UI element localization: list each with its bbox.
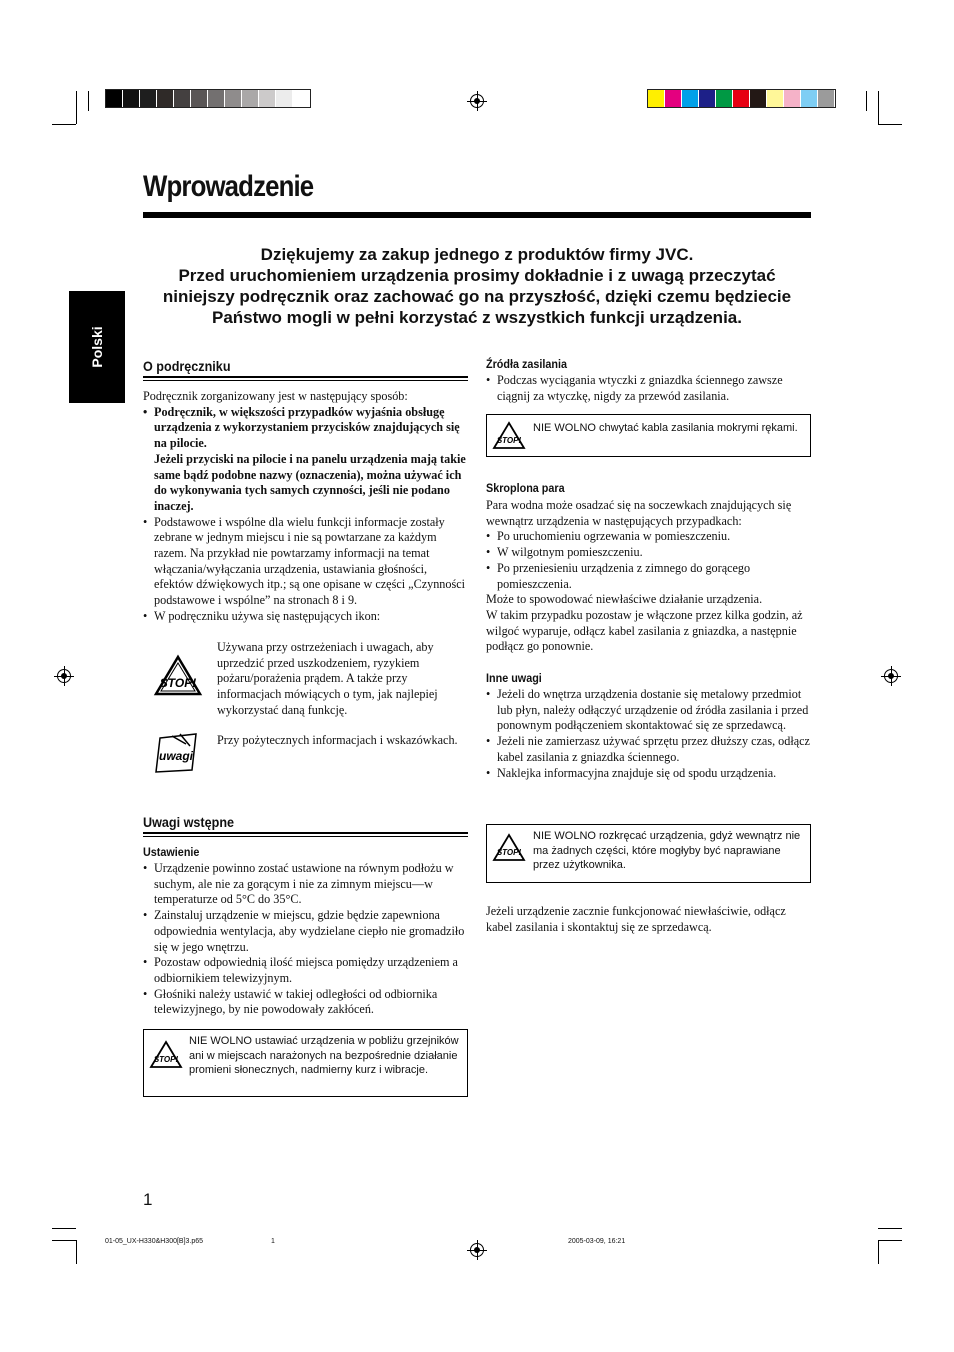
grayscale-bar [105,89,311,108]
warning-text: NIE WOLNO rozkręcać urządzenia, gdyż wewnątrz nie ma żadnych części, które mogłyby być naprawiane przez użytkownika. [533,830,801,871]
language-tab [69,291,125,403]
warning-box [486,824,811,883]
stop-icon-description: Używana przy ostrzeżeniach i uwagach, aby uprzedzić przed uszkodzeniem, ryzykiem pożaru/porażenia prądem. A także przy informacjach mówiących o tym, jak najlepiej wykorzystać daną funkcję. [217,640,438,717]
list-item [143,405,468,515]
notes-icon [152,730,204,776]
page-number: 1 [143,1190,153,1209]
color-swatch [123,90,140,107]
list-item: • Podczas wyciągania wtyczki z gniazdka ściennego zawsze ciągnij za wtyczkę, nigdy za przewód zasilania. [486,373,811,404]
footer-date: 2005-03-09, 16:21 [568,1238,626,1245]
color-swatch [801,90,818,107]
paragraph: Podręcznik zorganizowany jest w następujący sposób: [143,389,408,403]
other-list [486,687,812,781]
svg-text:STOP!: STOP! [159,676,197,690]
warning-box [486,414,811,457]
paragraph: Para wodna może osadzać się na soczewkach znajdujących się wewnątrz urządzenia w następujących przypadkach: [486,498,792,528]
list-item: • Jeżeli do wnętrza urządzenia dostanie się metalowy przedmiot lub płyn, należy odłączyć urządzenie od źródła zasilania i przed ponownym podłączeniem skontaktować się ze sprzedawcą. [486,687,812,734]
color-swatch [225,90,242,107]
color-swatch [682,90,699,107]
color-swatch [733,90,750,107]
list-item: • Po przeniesieniu urządzenia z zimnego do gorącego pomieszczenia. [486,561,812,592]
footer-filename: 01-05_UX-H330&H300[B]3.p65 [105,1238,204,1245]
stop-icon [153,654,203,700]
crop-mark [878,1240,902,1241]
list-item: • Głośniki należy ustawić w takiej odległości od odbiornika telewizyjnego, by nie powodowały zakłóceń. [143,987,468,1018]
notes-icon-description: Przy pożytecznych informacjach i wskazówkach. [217,733,458,747]
crop-mark [76,91,77,124]
warning-box [143,1029,468,1097]
intro-text [143,244,811,328]
list-item: • W podręczniku używa się następujących ikon: [143,609,468,625]
color-swatch [699,90,716,107]
crop-mark [878,124,902,125]
color-swatch [665,90,682,107]
language-tab-label: Polski [89,326,105,368]
color-swatch [140,90,157,107]
list-item: • Urządzenie powinno zostać ustawione na równym podłożu w suchym, ale nie za gorącym i nie za zimnym miejscu—w temperaturze od 5°C do 35°C. [143,861,468,908]
list-item: • Po uruchomieniu ogrzewania w pomieszczeniu. [486,529,812,545]
color-swatch [716,90,733,107]
color-swatch [767,90,784,107]
crop-mark [52,1228,76,1229]
list-item: • Pozostaw odpowiednią ilość miejsca pomiędzy urządzeniem a odbiornikiem telewizyjnym. [143,955,468,986]
paragraph: Może to spowodować niewłaściwe działanie urządzenia. [486,592,763,607]
color-bar [647,89,836,108]
svg-text:STOP!: STOP! [153,1055,179,1064]
crop-mark [52,1240,76,1241]
closing-paragraph: Jeżeli urządzenie zacznie funkcjonować niewłaściwie, odłącz kabel zasilania i skontaktuj się ze sprzedawcą. [486,904,786,934]
intro-line: Państwo mogli w pełni korzystać z wszystkich funkcji urządzenia. [212,308,742,327]
svg-text:STOP!: STOP! [496,848,522,857]
list-item-text: Podręcznik, w większości przypadków wyjaśnia obsługę urządzenia z wykorzystaniem przycisków znajdujących się na pilocie. [154,404,460,451]
warning-text: NIE WOLNO chwytać kabla zasilania mokrymi rękami. [533,422,798,434]
subheading-other: Inne uwagi [486,671,542,685]
color-swatch [259,90,276,107]
footer-page: 1 [271,1238,275,1245]
color-swatch [648,90,665,107]
list-item: • Naklejka informacyjna znajduje się od spodu urządzenia. [486,766,812,782]
color-swatch [242,90,259,107]
heading-rule [143,832,468,834]
color-swatch [208,90,225,107]
list-item: • W wilgotnym pomieszczeniu. [486,545,812,561]
svg-text:uwagi: uwagi [158,749,194,763]
title-rule [143,212,811,218]
list-item: • Podstawowe i wspólne dla wielu funkcji informacje zostały zebrane w jednym miejscu i nie są powtarzane za każdym razem. Na przykład nie powtarzamy informacji na temat włączania/wyłączania urządzenia, ustawiania głośności, efektów dźwiękowych itp.; są one opisane w części „Czynności podstawowe i wspólne” na stronach 8 i 9. [143,515,468,609]
color-swatch [157,90,174,107]
intro-line: niniejszy podręcznik oraz zachować go na przyszłość, dzięki czemu będziecie [162,287,792,306]
crop-mark [866,91,867,111]
stop-icon [492,421,526,451]
color-swatch [191,90,208,107]
intro-line: Dziękujemy za zakup jednego z produktów firmy JVC. [260,245,694,264]
crop-mark [88,91,89,111]
color-swatch [276,90,293,107]
section-heading-about: O podręczniku [143,358,231,374]
crop-mark [76,1240,77,1264]
registration-mark-icon [470,94,484,108]
color-swatch [174,90,191,107]
intro-line: Przed uruchomieniem urządzenia prosimy dokładnie i z uwagą przeczytać [178,266,776,285]
paragraph: W takim przypadku pozostaw je włączone przez kilka godzin, aż wilgoć wyparuje, odłącz kabel zasilania z gniazdka, a następnie podłącz go ponownie. [486,607,803,654]
crop-mark [52,124,76,125]
registration-mark-icon [884,669,898,683]
color-swatch [818,90,835,107]
crop-mark [878,91,879,124]
color-swatch [106,90,123,107]
stop-icon [492,833,526,863]
subheading-condensation: Skroplona para [486,481,565,495]
subheading-placement: Ustawienie [143,845,200,859]
svg-text:STOP!: STOP! [496,436,522,445]
condensation-body [486,498,812,655]
about-body [143,389,468,625]
color-swatch [784,90,801,107]
crop-mark [878,1240,879,1264]
power-list [486,373,811,404]
subheading-power: Źródła zasilania [486,357,568,371]
list-item: • Jeżeli nie zamierzasz używać sprzętu przez dłuższy czas, odłącz kabel zasilania z gniazdka ściennego. [486,734,812,765]
placement-list [143,861,468,1018]
stop-icon [149,1040,183,1070]
registration-mark-icon [470,1243,484,1257]
page-title: Wprowadzenie [143,170,314,203]
heading-rule [143,376,468,378]
crop-mark [878,1228,902,1229]
list-item: • Zainstaluj urządzenie w miejscu, gdzie będzie zapewniona odpowiednia wentylacja, aby wydzielane ciepło nie gromadziło się w jego wnętrzu. [143,908,468,955]
registration-mark-icon [57,669,71,683]
warning-text: NIE WOLNO ustawiać urządzenia w pobliżu grzejników ani w miejscach narażonych na bezpośrednie działanie promieni słonecznych, nadmierny kurz i wibracje. [189,1035,459,1076]
list-item-text: Jeżeli przyciski na pilocie i na panelu urządzenia mają takie same bądź podobne nazwy (oznaczenia), można używać ich do wykonywania tych samych czynności, jeśli nie podano inaczej. [154,451,466,513]
color-swatch [750,90,767,107]
section-heading-precautions: Uwagi wstępne [143,814,235,830]
color-swatch [293,90,310,107]
